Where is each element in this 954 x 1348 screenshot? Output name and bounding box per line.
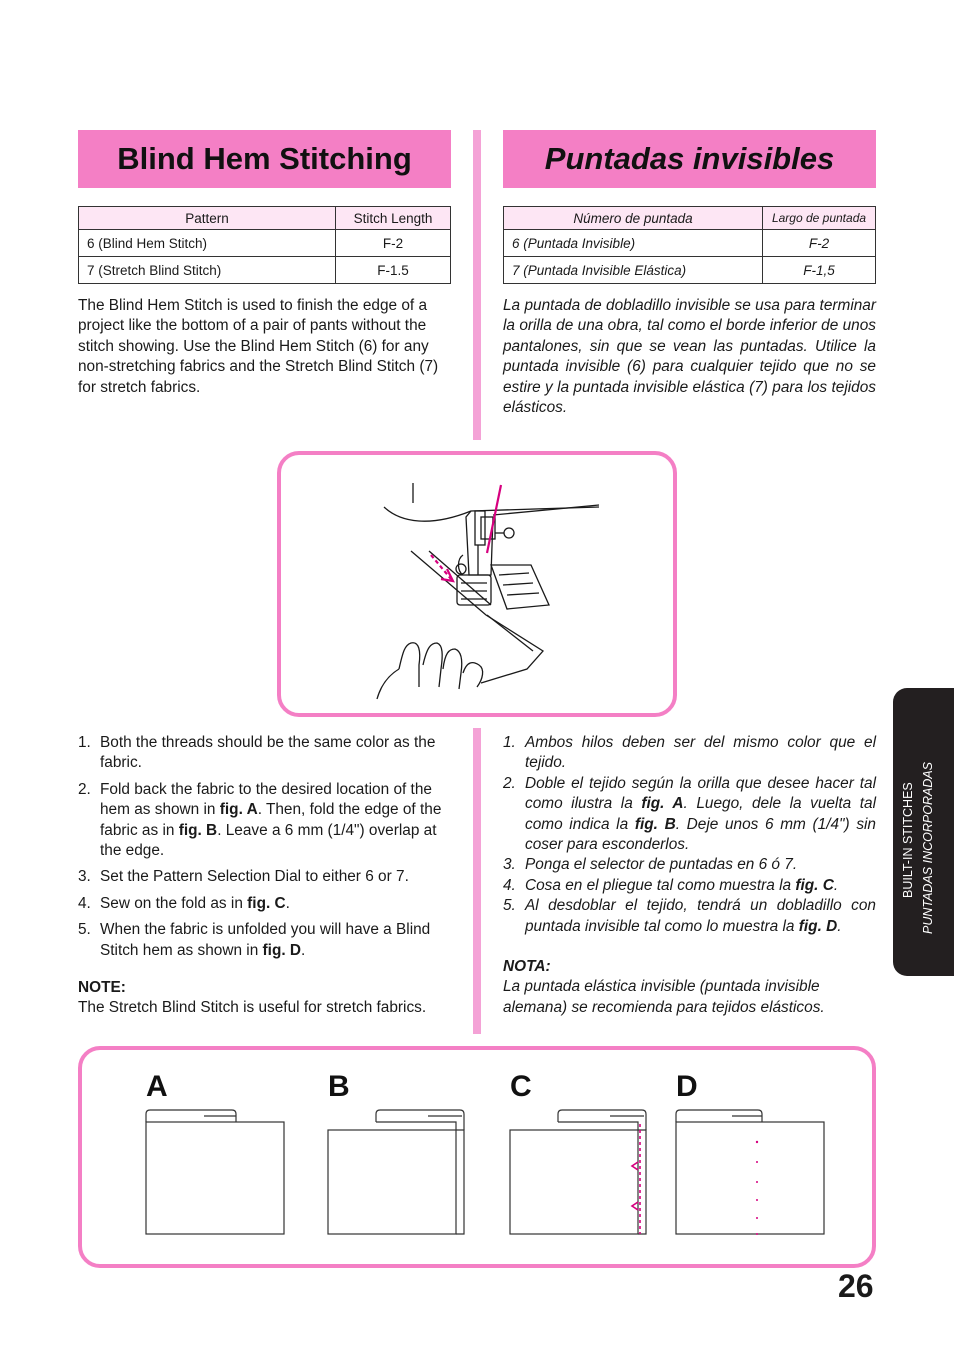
step-text: Set the Pattern Selection Dial to either 6 or 7. — [100, 868, 409, 886]
step-number: 2. — [78, 780, 91, 798]
spanish-title-banner — [503, 130, 876, 188]
step-text: Both the threads should be the same color as the fabric. — [100, 734, 436, 772]
table-header: Pattern — [79, 207, 336, 230]
note-title: NOTE: — [78, 979, 126, 996]
step-text: . — [837, 917, 842, 935]
table-row — [79, 230, 451, 257]
step-text: Al desdoblar el tejido, tendrá un dobladillo con puntada invisible tal como lo muestra la — [525, 897, 876, 935]
english-intro-paragraph: The Blind Hem Stitch is used to finish the edge of a project like the bottom of a pair of pants without the stitch showing. Use the Blind Hem Stitch (6) for any non-stretching fabrics and the Stretch Blind Stitch (7) for stretch fabrics. — [78, 297, 439, 396]
step-text: . Leave a 6 mm (1/4") overlap at the edge. — [100, 821, 437, 860]
fold-figures — [82, 1050, 872, 1264]
figure-c-stitch-bite — [632, 1162, 638, 1170]
step-text: When the fabric is unfolded you will have a Blind Stitch hem as shown in — [100, 921, 431, 959]
step-number: 5. — [78, 921, 91, 939]
figure-a-fabric — [146, 1110, 284, 1234]
list-item — [78, 867, 451, 887]
list-item — [78, 733, 451, 774]
table-cell: 6 (Blind Hem Stitch) — [79, 230, 336, 257]
english-stitch-table — [78, 206, 451, 284]
step-number: 4. — [78, 894, 91, 912]
side-tab-label-spanish: PUNTADAS INCORPORADAS — [921, 761, 935, 934]
page-number: 26 — [838, 1268, 874, 1304]
figure-d-fabric — [676, 1110, 824, 1234]
spanish-steps-list — [503, 733, 876, 937]
table-row — [504, 257, 876, 284]
note-title: NOTA: — [503, 958, 551, 975]
table-header: Largo de puntada — [763, 207, 876, 230]
spanish-note — [503, 957, 876, 1018]
figure-reference: fig. C — [247, 894, 286, 912]
figure-reference: fig. A — [219, 801, 258, 819]
section-side-tab — [893, 688, 954, 976]
figure-reference: fig. D — [798, 917, 838, 935]
figure-c-fabric — [510, 1110, 646, 1234]
spanish-intro-paragraph: La puntada de dobladillo invisible se usa para terminar la orilla de una obra, tal como el borde inferior de unos pantalones, sin que se vean las puntadas. Utilice la puntada invisible (6) para cualquier tejido que no se estire y la puntada invisible elástica (7) para los tejidos elásticos. — [503, 297, 876, 417]
step-number: 4. — [503, 876, 516, 894]
step-text: Ambos hilos deben ser del mismo color que el tejido. — [525, 734, 876, 772]
table-cell: 7 (Stretch Blind Stitch) — [79, 257, 336, 284]
list-item — [503, 733, 876, 774]
table-cell: 6 (Puntada Invisible) — [504, 230, 763, 257]
step-number: 5. — [503, 897, 516, 915]
english-title: Blind Hem Stitching — [117, 141, 412, 176]
step-text: . — [301, 941, 306, 959]
list-item — [503, 896, 876, 937]
step-number: 1. — [78, 734, 91, 751]
table-header: Stitch Length — [336, 207, 451, 230]
figure-label-b: B — [328, 1070, 350, 1103]
spanish-title: Puntadas invisibles — [544, 141, 835, 176]
list-item — [503, 855, 876, 875]
figure-reference: fig. B — [178, 821, 218, 839]
spanish-stitch-table — [503, 206, 876, 284]
step-text: Ponga el selector de puntadas en 6 ó 7. — [525, 856, 798, 874]
figure-label-a: A — [146, 1070, 168, 1103]
step-text: . Deje unos 6 mm (1/4") sin coser para esconderlos. — [525, 815, 876, 854]
english-note — [78, 978, 451, 1019]
figure-c-stitch-bite — [632, 1202, 638, 1210]
step-number: 3. — [503, 856, 516, 874]
table-cell: F-2 — [763, 230, 876, 257]
figure-reference: fig. A — [641, 795, 684, 813]
step-text: Doble el tejido según la orilla que desee hacer tal como ilustra la — [525, 774, 876, 813]
step-text: Cosa en el pliegue tal como muestra la — [525, 876, 796, 894]
list-item — [503, 774, 876, 856]
side-tab-label-english: BUILT-IN STITCHES — [901, 782, 915, 898]
step-text: Fold back the fabric to the desired location of the hem as shown in — [100, 780, 432, 819]
step-text: Sew on the fold as in — [100, 894, 248, 912]
table-cell: 7 (Puntada Invisible Elástica) — [504, 257, 763, 284]
figure-label-d: D — [676, 1070, 698, 1103]
figure-reference: fig. C — [795, 876, 834, 894]
english-steps-list — [78, 733, 451, 961]
list-item — [503, 876, 876, 896]
table-cell: F-2 — [336, 230, 451, 257]
list-item — [78, 920, 451, 961]
step-number: 2. — [503, 774, 516, 792]
english-title-banner — [78, 130, 451, 188]
note-text: La puntada elástica invisible (puntada invisible alemana) se recomienda para tejidos elásticos. — [503, 978, 825, 1016]
figure-reference: fig. D — [262, 941, 302, 959]
figure-label-c: C — [510, 1070, 532, 1103]
figure-reference: fig. B — [634, 815, 676, 833]
column-divider-bottom — [473, 728, 481, 1034]
figure-d-stitch-dots — [756, 1141, 758, 1235]
sewing-machine-illustration-frame — [277, 451, 677, 717]
table-cell: F-1,5 — [763, 257, 876, 284]
sewing-machine-illustration — [281, 455, 673, 713]
list-item — [78, 780, 451, 862]
step-text: . Luego, dele la vuelta tal como indica la — [525, 795, 876, 833]
figure-b-fabric — [328, 1110, 464, 1234]
fold-figures-frame — [78, 1046, 876, 1268]
step-number: 3. — [78, 868, 91, 886]
step-text: . Then, fold the edge of the fabric as in — [100, 801, 442, 839]
column-divider-top — [473, 130, 481, 440]
list-item — [78, 894, 451, 914]
step-text: . — [285, 894, 290, 912]
table-row — [504, 230, 876, 257]
table-header-row — [504, 207, 876, 230]
table-cell: F-1.5 — [336, 257, 451, 284]
step-number: 1. — [503, 734, 516, 751]
step-text: . — [833, 876, 839, 894]
note-text: The Stretch Blind Stitch is useful for stretch fabrics. — [78, 999, 427, 1017]
table-header: Número de puntada — [504, 207, 763, 230]
table-row — [79, 257, 451, 284]
table-header-row — [79, 207, 451, 230]
